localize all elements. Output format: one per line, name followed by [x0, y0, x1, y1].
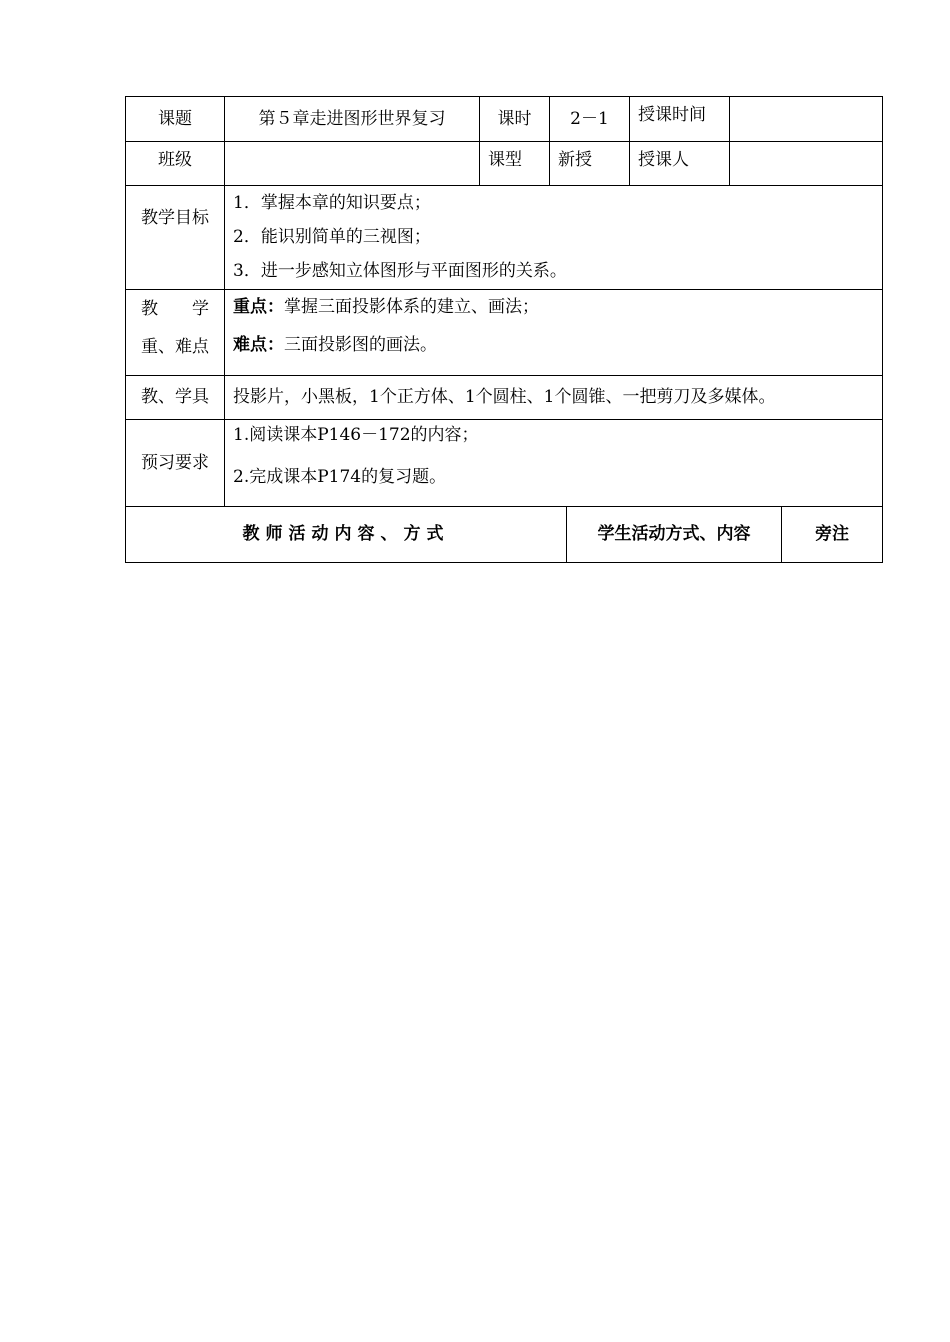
- difficult-point-text: 三面投影图的画法。: [284, 335, 437, 355]
- class-label: 班级: [126, 142, 225, 186]
- type-value: 新授: [550, 142, 630, 186]
- activity-header-row: [126, 507, 883, 563]
- objective-item: 1．掌握本章的知识要点；: [233, 193, 431, 213]
- key-points-content: [225, 290, 883, 376]
- tools-row: [126, 376, 883, 420]
- preview-content: [225, 420, 883, 507]
- key-points-label-line2: 重、难点: [141, 337, 209, 357]
- key-point-heading: 重点：: [233, 297, 284, 317]
- teacher-label: 授课人: [630, 142, 730, 186]
- difficult-point-heading: 难点：: [233, 335, 284, 355]
- key-point-line: [233, 290, 874, 324]
- type-label: 课型: [480, 142, 550, 186]
- tools-label: 教、学具: [126, 376, 225, 420]
- tools-text: 投影片，小黑板，1个正方体、1个圆柱、1个圆锥、一把剪刀及多媒体。: [225, 376, 883, 420]
- activity-header-table: [125, 506, 883, 563]
- objectives-row: [126, 186, 883, 290]
- difficult-point-line: [233, 328, 874, 362]
- preview-label: 预习要求: [126, 420, 225, 507]
- key-points-label-line1: 教 学: [141, 299, 209, 319]
- teacher-value: [730, 142, 883, 186]
- key-points-row: [126, 290, 883, 376]
- class-value: [225, 142, 480, 186]
- topic-row: [126, 97, 883, 142]
- period-value: 2－1: [550, 97, 630, 142]
- time-label: 授课时间: [630, 97, 730, 142]
- student-activity-header: 学生活动方式、内容: [567, 507, 782, 563]
- preview-row: [126, 420, 883, 507]
- notes-header: 旁注: [782, 507, 883, 563]
- preview-item: 1.阅读课本P146－172的内容；: [233, 425, 479, 445]
- lesson-plan-sheet: [125, 96, 882, 563]
- lesson-info-table: [125, 96, 883, 507]
- objectives-label: 教学目标: [126, 186, 225, 290]
- preview-item: 2.完成课本P174的复习题。: [233, 467, 447, 487]
- key-point-text: 掌握三面投影体系的建立、画法；: [284, 297, 539, 317]
- time-value: [730, 97, 883, 142]
- teacher-activity-header: 教师活动内容、方式: [126, 507, 567, 563]
- period-label: 课时: [480, 97, 550, 142]
- topic-label: 课题: [126, 97, 225, 142]
- topic-value: 第５章走进图形世界复习: [225, 97, 480, 142]
- key-points-label: [126, 290, 225, 376]
- objective-item: 2．能识别简单的三视图；: [233, 227, 431, 247]
- objectives-content: [225, 186, 883, 290]
- class-row: [126, 142, 883, 186]
- objective-item: 3．进一步感知立体图形与平面图形的关系。: [233, 261, 567, 281]
